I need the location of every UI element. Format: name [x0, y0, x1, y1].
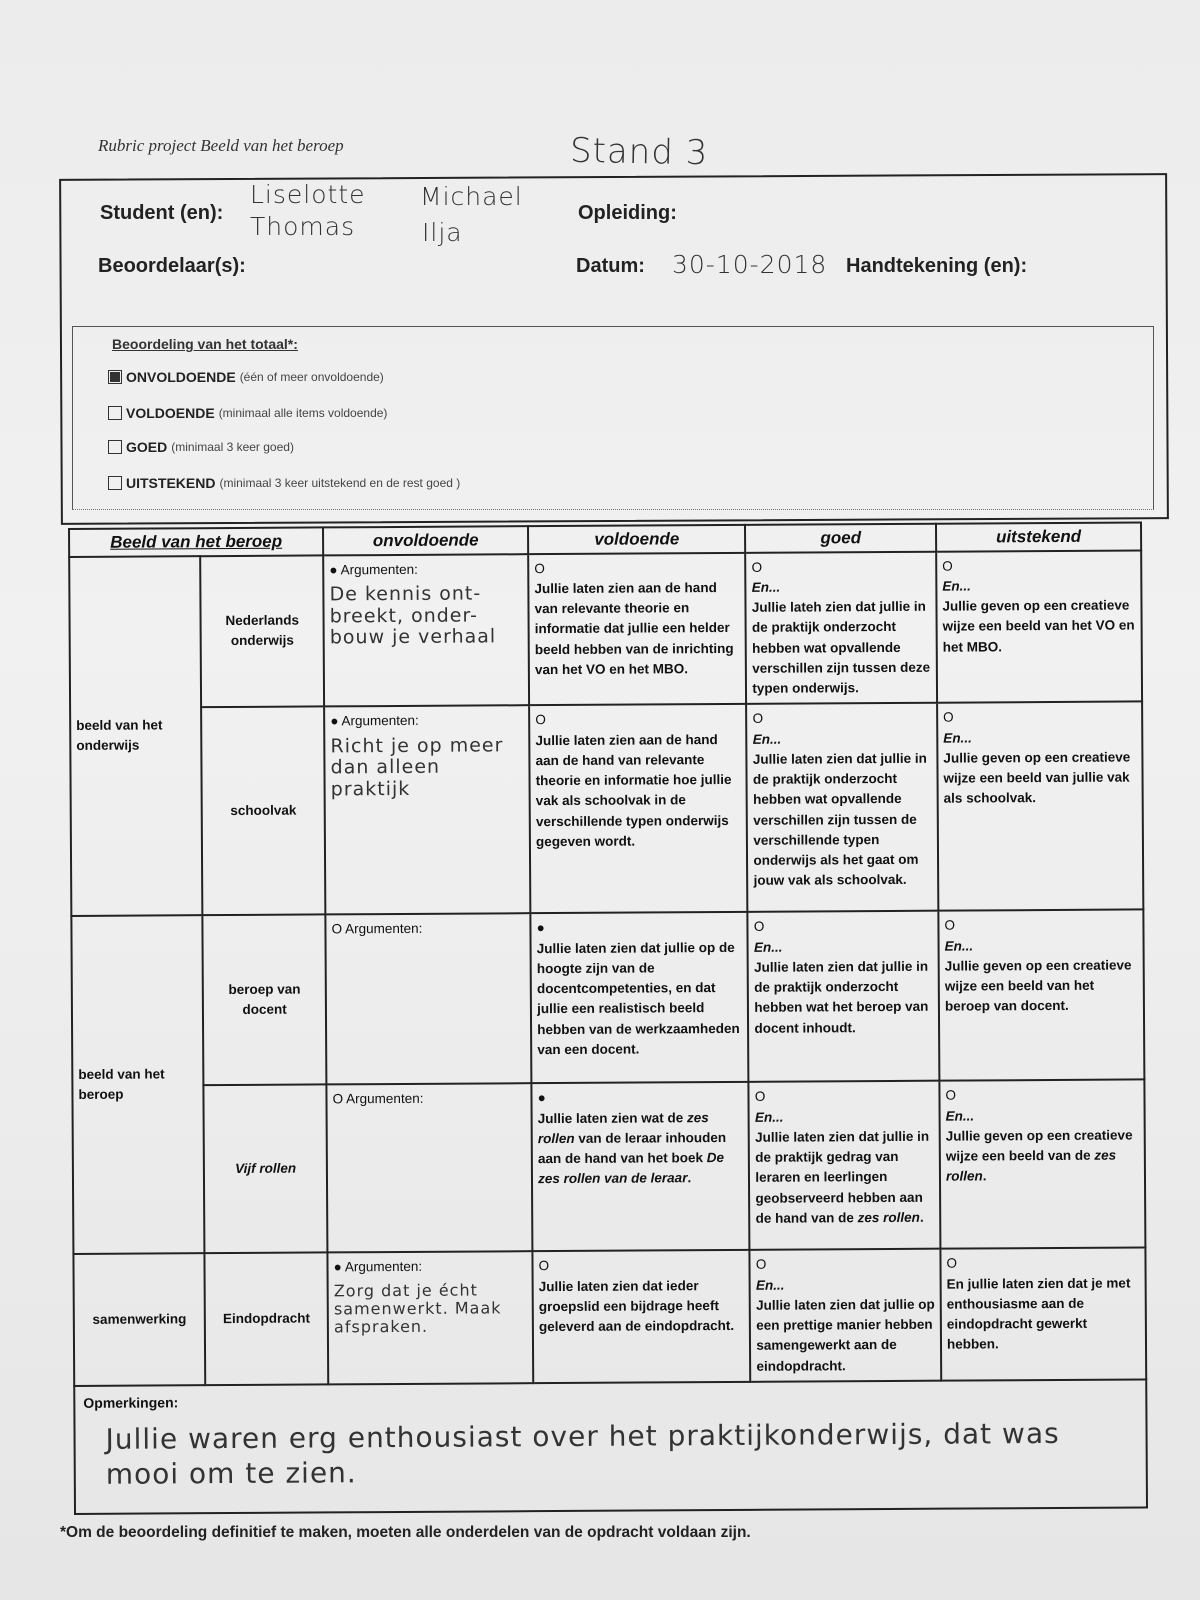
- cell-voldoende: O Jullie laten zien aan de hand aan de hand van relevante theorie en informatie hoe jullie vak als schoolvak in de verschillende typen onderwijs gegeven wordt.: [529, 704, 748, 913]
- handtekening-label: Handtekening (en):: [846, 255, 1028, 277]
- cell-uitstekend: O En... Jullie geven op een creatieve wijze een beeld van jullie vak als schoolvak.: [937, 702, 1143, 911]
- option-goed[interactable]: GOED (minimaal 3 keer goed): [108, 439, 294, 455]
- cell-voldoende: O Jullie laten zien aan de hand van relevante theorie en informatie dat jullie een helder beeld hebben van de inrichting van het VO en het MBO.: [528, 552, 746, 705]
- header-beeld-van-het-beroep: Beeld van het beroep: [69, 527, 323, 556]
- total-assessment-title: Beoordeling van het totaal*:: [112, 336, 298, 352]
- handwritten-comment: De kennis ont-breekt, onder-bouw je verhaal: [329, 582, 497, 649]
- student-name-4: Ilja: [422, 218, 463, 247]
- category-samenwerking: samenwerking: [73, 1253, 205, 1385]
- cell-goed: O En... Jullie laten zien dat jullie in de praktijk onderzocht hebben wat opvallende verschillen zijn tussen de verschillende typen onderwijs als het gaat om jouw vak als schoolvak.: [746, 703, 938, 912]
- cell-goed: O En... Jullie lateh zien dat jullie in de praktijk onderzocht hebben wat opvallende verschillen zijn tussen deze typen onderwijs.: [746, 551, 938, 704]
- sub-eindopdracht: Eindopdracht: [205, 1253, 329, 1385]
- cell-onvoldoende: ● Argumenten: De kennis ont-breekt, onder-bouw je verhaal: [323, 554, 529, 707]
- handwritten-comment: Zorg dat je écht samenwerkt. Maak afspraken.: [333, 1280, 502, 1337]
- opleiding-label: Opleiding:: [578, 202, 677, 224]
- opmerkingen-handwritten: Jullie waren erg enthousiast over het praktijkonderwijs, dat was mooi om te zien.: [105, 1416, 1060, 1491]
- opmerkingen-label: Opmerkingen:: [83, 1394, 179, 1411]
- table-row: [70, 702, 1143, 917]
- cell-voldoende: ● Jullie laten zien dat jullie op de hoogte zijn van de docentcompetenties, en dat jullie een realistisch beeld hebben van de werkzaamheden van een docent.: [530, 912, 748, 1083]
- table-row: [69, 550, 1142, 708]
- student-label: Student (en):: [100, 202, 224, 224]
- table-row: [73, 1248, 1146, 1386]
- checkbox-icon[interactable]: [108, 406, 122, 420]
- student-name-2: Michael: [420, 182, 523, 211]
- category-beeld-van-het-onderwijs: beeld van het onderwijs: [69, 556, 202, 917]
- option-voldoende[interactable]: VOLDOENDE (minimaal alle items voldoende): [108, 405, 387, 421]
- sub-schoolvak: schoolvak: [201, 707, 325, 916]
- checkbox-icon[interactable]: [108, 476, 122, 490]
- cell-voldoende: O Jullie laten zien dat ieder groepslid een bijdrage heeft geleverd aan de eindopdracht.: [533, 1250, 751, 1383]
- datum-value: 30-10-2018: [672, 250, 828, 279]
- sub-nederlands-onderwijs: Nederlands onderwijs: [200, 555, 324, 707]
- datum-label: Datum:: [576, 255, 645, 277]
- cell-goed: O En... Jullie laten zien dat jullie in de praktijk onderzocht hebben wat het beroep van docent inhoudt.: [748, 911, 940, 1082]
- beoordelaar-label: Beoordelaar(s):: [98, 255, 246, 277]
- header-uitstekend: uitstekend: [936, 522, 1141, 551]
- cell-onvoldoende: ● Argumenten: Zorg dat je écht samenwerkt. Maak afspraken.: [328, 1251, 534, 1384]
- student-name-3: Thomas: [250, 212, 356, 241]
- cell-onvoldoende: O Argumenten:: [326, 913, 532, 1084]
- cell-uitstekend: O En jullie laten zien dat je met enthousiasme aan de eindopdracht gewerkt hebben.: [940, 1248, 1146, 1381]
- option-onvoldoende[interactable]: ONVOLDOENDE (één of meer onvoldoende): [108, 369, 384, 385]
- document-title: Rubric project Beeld van het beroep: [98, 136, 344, 155]
- cell-goed: O En... Jullie laten zien dat jullie op een prettige manier hebben samengewerkt aan de eindopdracht.: [750, 1249, 941, 1382]
- category-beeld-van-het-beroep: beeld van het beroep: [71, 915, 204, 1254]
- option-uitstekend[interactable]: UITSTEKEND (minimaal 3 keer uitstekend en de rest goed ): [108, 475, 460, 491]
- sub-beroep-van-docent: beroep van docent: [203, 915, 327, 1086]
- table-row: [71, 910, 1144, 1087]
- cell-onvoldoende: ● Argumenten: Richt je op meer dan alleen praktijk: [324, 705, 530, 914]
- opmerkingen-cell: [74, 1379, 1147, 1514]
- rubric-table: [68, 521, 1148, 1514]
- cell-uitstekend: O En... Jullie geven op een creatieve wijze een beeld van het VO en het MBO.: [936, 550, 1142, 703]
- cell-uitstekend: O En... Jullie geven op een creatieve wijze een beeld van het beroep van docent.: [938, 910, 1144, 1081]
- cell-voldoende: ● Jullie laten zien wat de zes rollen van de leraar inhouden aan de hand van het boek De zes rollen van de leraar.: [532, 1082, 750, 1251]
- handwritten-comment: Richt je op meer dan alleen praktijk: [330, 733, 504, 801]
- cell-goed: O En... Jullie laten zien dat jullie in de praktijk gedrag van leraren en leerlingen geobserveerd hebben aan de hand van de zes rollen.: [749, 1081, 941, 1250]
- student-name-1: Liselotte: [250, 180, 366, 209]
- header-goed: goed: [745, 524, 936, 553]
- checkbox-checked-icon[interactable]: [108, 370, 122, 384]
- table-row: [72, 1080, 1145, 1255]
- opmerkingen-row: [74, 1379, 1147, 1514]
- header-voldoende: voldoende: [528, 525, 745, 554]
- footer-note: *Om de beoordeling definitief te maken, moeten alle onderdelen van de opdracht voldaan zijn.: [60, 1524, 751, 1541]
- cell-onvoldoende: O Argumenten:: [327, 1083, 533, 1252]
- cell-uitstekend: O En... Jullie geven op een creatieve wijze een beeld van de zes rollen.: [939, 1080, 1145, 1249]
- sub-vijf-rollen: Vijf rollen: [204, 1085, 328, 1254]
- header-onvoldoende: onvoldoende: [323, 526, 528, 555]
- stand-handwritten: Stand 3: [569, 130, 709, 174]
- checkbox-icon[interactable]: [108, 440, 122, 454]
